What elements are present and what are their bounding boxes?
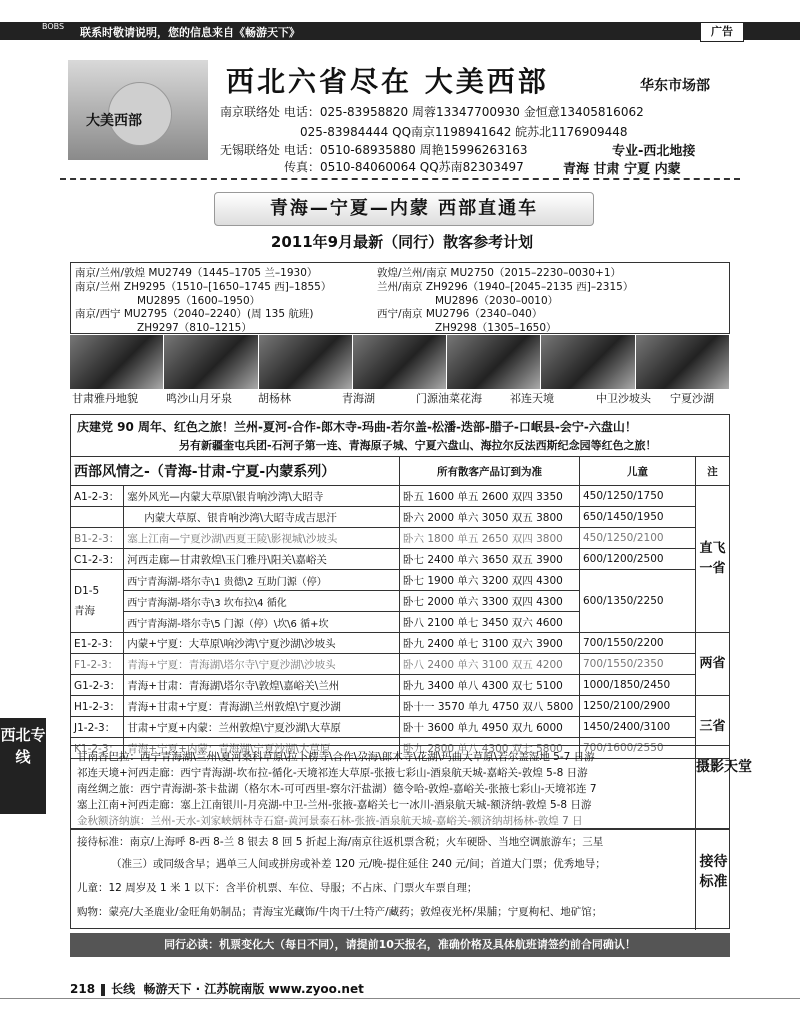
row-route: 青海+甘肃+宁夏：青海湖\兰州敦煌\宁夏沙湖 [124,696,400,717]
row-child: 450/1250/1750 [580,486,696,507]
page-number: 218 [70,982,96,996]
scenery-photo [259,335,353,389]
photo-caption: 胡杨林 [258,392,291,405]
photo-caption: 甘肃雅丹地貌 [72,392,138,405]
scenery-photo [164,335,258,389]
flight-table [70,262,730,334]
row-code-line: 青海 [74,605,95,617]
table-row [71,549,730,570]
flight-item: 西宁/南京 MU2796（2340–040） [377,308,543,320]
row-price: 卧九 2800 单八 4300 双七 5800 [400,738,580,759]
scenery-photo-strip [70,335,730,389]
row-price: 卧六 1800 单五 2650 双四 3800 [400,528,580,549]
footer-divider [101,984,105,996]
department: 华东市场部 [640,78,710,94]
flight-item: 南京/西宁 MU2795（2040–2240）(周 135 航班) [75,308,314,320]
extended-line: 金秋额济纳旗：兰州-天水-刘家峡炳林寺石窟-黄河景泰石林-张掖-酒泉航天城-嘉峪关-额济纳胡杨林-敦煌 7 日 [77,815,583,827]
extended-side-label: 摄影天堂 [695,746,731,830]
header-series: 西部风情之-（青海-甘肃-宁夏-内蒙系列） [71,457,400,486]
specialty-label: 专业-西北地接 [612,144,696,159]
table-row [71,654,730,675]
photo-caption: 中卫沙坡头 [596,392,651,405]
plan-title: 2011年9月最新（同行）散客参考计划 [270,233,534,251]
row-price: 卧十 3600 单九 4950 双九 6000 [400,717,580,738]
scenery-photo [541,335,635,389]
row-price: 卧七 2400 单六 3650 双五 3900 [400,549,580,570]
footer [70,980,364,997]
row-child: 700/1550/2350 [580,654,696,675]
table-row [71,570,730,591]
header-notice: 联系时敬请说明，您的信息来自《畅游天下》 [80,26,300,39]
row-route: 青海+宁夏+内蒙：青海湖\宁夏沙湖\大草原 [124,738,400,759]
table-row [71,675,730,696]
brand-title: 西北六省尽在 大美西部 [226,65,549,98]
footer-line [0,998,800,999]
row-price: 卧五 1600 单五 2600 双四 3350 [400,486,580,507]
extended-line: 祁连天境+河西走廊：西宁青海湖-坎布拉-循化-天境祁连大草原-张掖七彩山-酒泉航天城-嘉峪关-敦煌 5-8 日游 [77,767,588,779]
table-row [71,528,730,549]
extended-line: 南丝绸之旅：西宁青海湖-茶卡盐湖（格尔木-可可西里-察尔汗盐湖）德令哈-敦煌-嘉峪关-张掖七彩山-天境祁连 7 [77,783,597,795]
table-row [71,696,730,717]
header-child: 儿童 [580,457,696,486]
row-child: 600/1200/2500 [580,549,696,570]
red-tour-box [70,414,730,457]
row-price: 卧九 3400 单八 4300 双七 5100 [400,675,580,696]
brand-photo-label: 大美西部 [86,113,142,129]
flight-item: 兰州/南京 ZH9296（1940–[2045–2135 西]–2315） [377,281,634,293]
row-code: C1-2-3： [71,549,124,570]
brand-photo [68,60,208,160]
row-code: E1-2-3： [71,633,124,654]
specialty-regions: 青海 甘肃 宁夏 内蒙 [563,162,681,177]
reception-line: （准三）或同级含早；遇单三人间或拼房或补差 120 元/晚-提住延住 240 元/间；首道大门票；优秀地导； [111,858,606,870]
row-route: 内蒙大草原、银肯响沙湾\大昭寺成吉思汗 [124,507,400,528]
reception-line: 接待标准：南京/上海呼 8-西 8-兰 8 银去 8 回 5 折起上海/南京往返机票含税；火车硬卧、当地空调旅游车；三星 [77,836,604,848]
row-route: 西宁青海湖-塔尔寺\5 门源（停）\坎\6 循+坎 [124,612,400,633]
reception-standards [70,829,730,929]
row-route: 西宁青海湖-塔尔寺\3 坎布拉\4 循化 [124,591,400,612]
scenery-photo [447,335,541,389]
row-child: 1250/2100/2900 [580,696,696,717]
header-prices: 所有散客产品订到为准 [400,457,580,486]
row-child: 450/1250/2100 [580,528,696,549]
extended-routes [70,745,752,829]
red-tour-line: 另有新疆奎屯兵团-石河子第一连、青海原子城、宁夏六盘山、海拉尔反法西斯纪念园等红色之旅！ [179,439,657,452]
row-child: 700/1600/2550 [580,738,696,759]
row-route: 青海+宁夏：青海湖\塔尔寺\宁夏沙湖\沙坡头 [124,654,400,675]
row-route: 塞外风光—内蒙大草原\银肯响沙湾\大昭寺 [124,486,400,507]
row-child: 1000/1850/2450 [580,675,696,696]
row-code: H1-2-3： [71,696,124,717]
row-child: 600/1350/2250 [580,570,696,633]
row-code [71,507,124,528]
price-table [70,456,730,759]
reception-line: 儿童：12 周岁及 1 米 1 以下：含半价机票、车位、导服；不占床、门票火车票自理； [77,882,478,894]
row-code: A1-2-3： [71,486,124,507]
scenery-photo [70,335,164,389]
extended-line: 甘南香巴拉：西宁青海湖\兰州\夏河桑科草原\拉卜楞寺\合作\尕海\郎木寺\花湖\玛曲大草原\若尔盖湿地 5-7 日游 [77,751,595,763]
row-route: 内蒙+宁夏：大草原\响沙湾\宁夏沙湖\沙坡头 [124,633,400,654]
photo-caption: 鸣沙山月牙泉 [166,392,232,405]
scenery-photo [353,335,447,389]
row-child: 650/1450/1950 [580,507,696,528]
flight-item: 南京/兰州/敦煌 MU2749（1445–1705 兰–1930） [75,267,318,279]
flight-item: MU2895（1600–1950） [137,295,261,307]
scenery-photo [636,335,730,389]
row-route: 西宁青海湖-塔尔寺\1 贵德\2 互助门源（停） [124,570,400,591]
reception-side-label: 接待标准 [695,830,731,930]
photo-caption: 门源油菜花海 [416,392,482,405]
row-price: 卧七 1900 单六 3200 双四 4300 [400,570,580,591]
contact-line: 025-83984444 QQ南京1198941642 皖苏北1176909448 [300,125,628,139]
row-price: 卧九 2400 单七 3100 双六 3900 [400,633,580,654]
reception-line: 购物：蒙亮/大圣鹿业/金旺角奶制品；青海宝光藏饰/牛肉干/土特产/藏药；敦煌夜光杯/果脯；宁夏枸杞、地矿馆； [77,906,603,918]
red-tour-line: 庆建党 90 周年、红色之旅！兰州-夏河-合作-郎木寺-玛曲-若尔盖-松潘-迭部-腊子-口岷县-会宁-六盘山！ [77,420,637,434]
row-route: 甘肃+宁夏+内蒙：兰州敦煌\宁夏沙湖\大草原 [124,717,400,738]
ad-tag: 广告 [700,22,744,42]
table-row [71,633,730,654]
row-price: 卧十一 3570 单九 4750 双八 5800 [400,696,580,717]
footer-magazine: 畅游天下 · 江苏皖南版 www.zyoo.net [143,982,364,996]
divider [60,178,740,180]
flight-item: 南京/兰州 ZH9295（1510–[1650–1745 西]–1855） [75,281,332,293]
table-row [71,486,730,507]
contact-line: 传真：0510-84060064 QQ苏南82303497 [284,160,524,174]
row-code: F1-2-3： [71,654,124,675]
note-two: 两省 [696,633,730,696]
section-sidebar: 西北专线 [0,718,46,814]
row-price: 卧七 2000 单六 3300 双四 4300 [400,591,580,612]
flight-item: ZH9298（1305–1650） [435,322,557,334]
must-read-bar: 同行必读：机票变化大（每日不同），请提前10天报名，准确价格及具体航班请签约前合同确认！ [70,933,730,957]
magazine-logo: BOBS [42,22,65,31]
flight-item: ZH9297（810–1215） [137,322,252,334]
row-route: 河西走廊—甘肃敦煌\玉门雅丹\阳关\嘉峪关 [124,549,400,570]
route-banner: 青海—宁夏—内蒙 西部直通车 [214,192,594,226]
contact-line: 南京联络处 电话：025-83958820 周蓉13347700930 金恒意13405816062 [220,105,644,119]
row-code [71,570,124,633]
row-price: 卧八 2100 单七 3450 双六 4600 [400,612,580,633]
contact-line: 无锡联络处 电话：0510-68935880 周艳15996263163 [220,143,528,157]
note-three: 三省 [696,696,730,759]
row-code: B1-2-3： [71,528,124,549]
row-code: J1-2-3： [71,717,124,738]
photo-caption: 青海湖 [342,392,375,405]
photo-caption: 宁夏沙湖 [670,392,714,405]
footer-section: 长线 [111,982,136,996]
row-child: 700/1550/2200 [580,633,696,654]
table-header [71,457,730,486]
row-child: 1450/2400/3100 [580,717,696,738]
table-row [71,507,730,528]
row-code: K1-2-3： [71,738,124,759]
flight-item: MU2896（2030–0010） [435,295,559,307]
note-direct: 直飞一省 [696,486,730,633]
flight-item: 敦煌/兰州/南京 MU2750（2015–2230–0030+1） [377,267,622,279]
header-note: 注 [696,457,730,486]
row-route: 塞上江南—宁夏沙湖\西夏王陵\影视城\沙坡头 [124,528,400,549]
row-price: 卧八 2400 单六 3100 双五 4200 [400,654,580,675]
row-code-line: D1-5 [74,585,100,597]
row-code: G1-2-3： [71,675,124,696]
row-route: 青海+甘肃：青海湖\塔尔寺\敦煌\嘉峪关\兰州 [124,675,400,696]
row-price: 卧六 2000 单六 3050 双五 3800 [400,507,580,528]
table-row [71,717,730,738]
photo-caption: 祁连天境 [510,392,554,405]
extended-line: 塞上江南+河西走廊：塞上江南银川-月亮湖-中卫-兰州-张掖-嘉峪关七一冰川-酒泉航天城-额济纳-敦煌 5-8 日游 [77,799,592,811]
